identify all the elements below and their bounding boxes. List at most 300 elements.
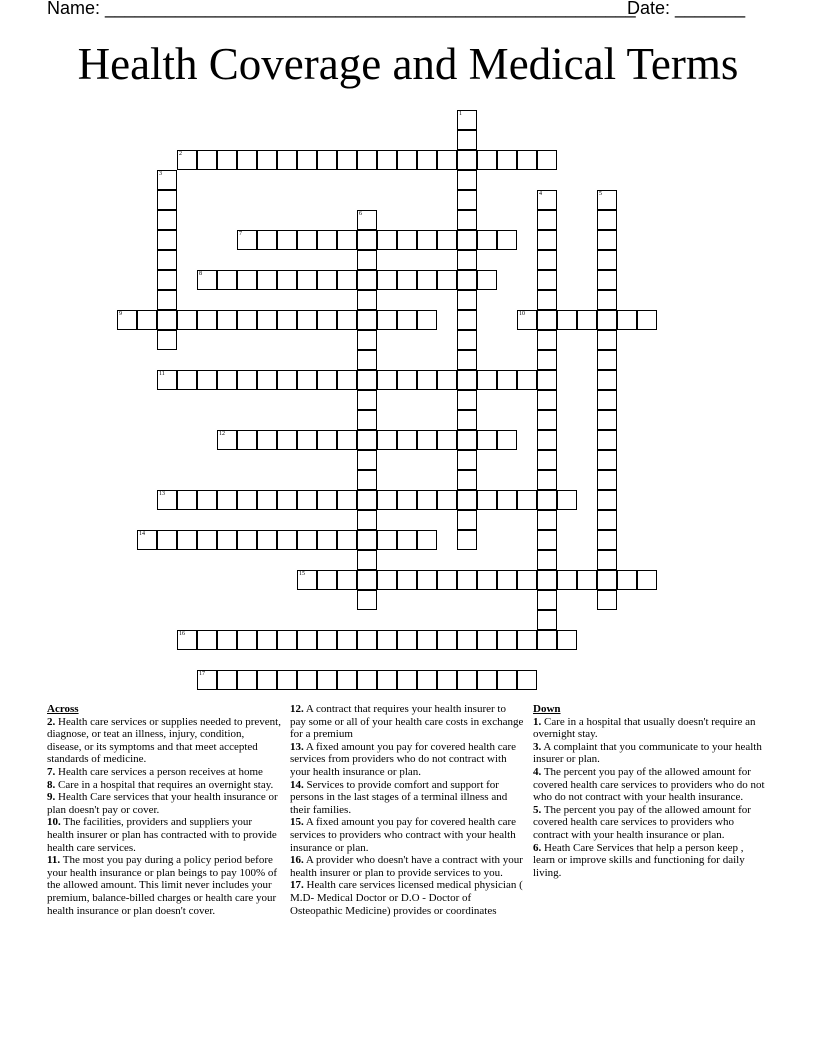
grid-cell[interactable] <box>417 530 437 550</box>
grid-cell[interactable] <box>357 570 377 590</box>
down-heading: Down <box>533 703 561 715</box>
grid-cell[interactable] <box>157 290 177 310</box>
grid-cell[interactable] <box>357 530 377 550</box>
grid-cell[interactable] <box>477 230 497 250</box>
grid-cell[interactable] <box>517 570 537 590</box>
grid-cell[interactable] <box>497 430 517 450</box>
grid-cell[interactable] <box>397 490 417 510</box>
grid-cell[interactable] <box>517 490 537 510</box>
grid-cell[interactable] <box>237 630 257 650</box>
clue-number-label: 7. <box>47 765 56 778</box>
grid-cell[interactable] <box>257 630 277 650</box>
grid-cell[interactable] <box>457 330 477 350</box>
grid-cell[interactable] <box>537 150 557 170</box>
grid-cell[interactable] <box>477 150 497 170</box>
grid-cell[interactable] <box>457 150 477 170</box>
clue-text: A provider who doesn't have a contract with your health insurer or plan to provide services to you. <box>290 854 523 879</box>
grid-cell[interactable] <box>597 550 617 570</box>
clue-item <box>47 791 281 816</box>
grid-cell[interactable] <box>597 350 617 370</box>
grid-cell[interactable] <box>517 310 537 330</box>
grid-cell[interactable] <box>157 230 177 250</box>
grid-cell[interactable] <box>457 490 477 510</box>
grid-cell[interactable] <box>337 570 357 590</box>
grid-cell[interactable] <box>597 270 617 290</box>
grid-cell[interactable] <box>597 430 617 450</box>
grid-cell[interactable] <box>297 630 317 650</box>
grid-cell[interactable] <box>377 570 397 590</box>
grid-cell[interactable] <box>317 490 337 510</box>
grid-cell[interactable] <box>237 270 257 290</box>
grid-cell[interactable] <box>537 510 557 530</box>
grid-cell[interactable] <box>437 230 457 250</box>
grid-cell[interactable] <box>457 110 477 130</box>
grid-cell[interactable] <box>417 670 437 690</box>
clue-text: Health care services licensed medical physician ( M.D- Medical Doctor or D.O - Doctor of Osteopathic Medicine) provides or coordinates <box>290 879 523 917</box>
grid-cell[interactable] <box>357 590 377 610</box>
grid-cell[interactable] <box>277 270 297 290</box>
grid-cell[interactable] <box>537 290 557 310</box>
grid-cell[interactable] <box>357 550 377 570</box>
grid-cell[interactable] <box>397 230 417 250</box>
grid-cell[interactable] <box>217 670 237 690</box>
grid-cell[interactable] <box>297 490 317 510</box>
grid-cell[interactable] <box>217 430 237 450</box>
grid-cell[interactable] <box>457 370 477 390</box>
grid-cell[interactable] <box>137 310 157 330</box>
grid-cell[interactable] <box>277 370 297 390</box>
grid-cell[interactable] <box>457 230 477 250</box>
grid-cell[interactable] <box>357 490 377 510</box>
grid-cell[interactable] <box>157 370 177 390</box>
grid-cell[interactable] <box>277 310 297 330</box>
grid-cell[interactable] <box>157 190 177 210</box>
grid-cell[interactable] <box>257 530 277 550</box>
grid-cell[interactable] <box>197 310 217 330</box>
grid-cell[interactable] <box>437 270 457 290</box>
grid-cell[interactable] <box>277 490 297 510</box>
grid-cell[interactable] <box>417 270 437 290</box>
grid-cell[interactable] <box>417 150 437 170</box>
grid-cell[interactable] <box>597 410 617 430</box>
clue-number: 12 <box>219 431 225 437</box>
grid-cell[interactable] <box>537 410 557 430</box>
grid-cell[interactable] <box>457 390 477 410</box>
grid-cell[interactable] <box>497 670 517 690</box>
grid-cell[interactable] <box>397 430 417 450</box>
grid-cell[interactable] <box>457 290 477 310</box>
grid-cell[interactable] <box>497 230 517 250</box>
grid-cell[interactable] <box>337 370 357 390</box>
clue-number-label: 8. <box>47 778 56 791</box>
grid-cell[interactable] <box>457 410 477 430</box>
grid-cell[interactable] <box>157 330 177 350</box>
grid-cell[interactable] <box>457 250 477 270</box>
grid-cell[interactable] <box>357 310 377 330</box>
grid-cell[interactable] <box>157 490 177 510</box>
grid-cell[interactable] <box>597 510 617 530</box>
grid-cell[interactable] <box>457 350 477 370</box>
grid-cell[interactable] <box>597 210 617 230</box>
grid-cell[interactable] <box>357 450 377 470</box>
grid-cell[interactable] <box>377 150 397 170</box>
grid-cell[interactable] <box>217 490 237 510</box>
grid-cell[interactable] <box>317 570 337 590</box>
grid-cell[interactable] <box>357 290 377 310</box>
grid-cell[interactable] <box>337 270 357 290</box>
grid-cell[interactable] <box>597 250 617 270</box>
grid-cell[interactable] <box>357 150 377 170</box>
clue-number: 16 <box>179 631 185 637</box>
grid-cell[interactable] <box>417 490 437 510</box>
grid-cell[interactable] <box>257 430 277 450</box>
clue-text: Health Care services that your health insurance or plan doesn't pay or cover. <box>47 791 278 816</box>
grid-cell[interactable] <box>417 310 437 330</box>
grid-cell[interactable] <box>537 310 557 330</box>
grid-cell[interactable] <box>597 390 617 410</box>
grid-cell[interactable] <box>357 510 377 530</box>
grid-cell[interactable] <box>237 490 257 510</box>
grid-cell[interactable] <box>357 390 377 410</box>
clue-number: 1 <box>459 111 462 117</box>
grid-cell[interactable] <box>337 670 357 690</box>
grid-cell[interactable] <box>357 630 377 650</box>
grid-cell[interactable] <box>337 230 357 250</box>
grid-cell[interactable] <box>597 310 617 330</box>
grid-cell[interactable] <box>497 150 517 170</box>
grid-cell[interactable] <box>317 430 337 450</box>
grid-cell[interactable] <box>537 610 557 630</box>
grid-cell[interactable] <box>357 370 377 390</box>
grid-cell[interactable] <box>457 630 477 650</box>
grid-cell[interactable] <box>537 630 557 650</box>
grid-cell[interactable] <box>437 630 457 650</box>
grid-cell[interactable] <box>457 190 477 210</box>
grid-cell[interactable] <box>297 230 317 250</box>
grid-cell[interactable] <box>497 490 517 510</box>
grid-cell[interactable] <box>337 490 357 510</box>
grid-cell[interactable] <box>597 230 617 250</box>
grid-cell[interactable] <box>537 230 557 250</box>
grid-cell[interactable] <box>637 570 657 590</box>
grid-cell[interactable] <box>317 150 337 170</box>
grid-cell[interactable] <box>257 230 277 250</box>
grid-cell[interactable] <box>197 670 217 690</box>
grid-cell[interactable] <box>297 310 317 330</box>
grid-cell[interactable] <box>177 370 197 390</box>
grid-cell[interactable] <box>497 370 517 390</box>
grid-cell[interactable] <box>237 230 257 250</box>
clue-number-label: 16. <box>290 854 304 867</box>
grid-cell[interactable] <box>257 150 277 170</box>
grid-cell[interactable] <box>417 370 437 390</box>
grid-cell[interactable] <box>417 430 437 450</box>
grid-cell[interactable] <box>217 370 237 390</box>
grid-cell[interactable] <box>457 170 477 190</box>
grid-cell[interactable] <box>357 210 377 230</box>
grid-cell[interactable] <box>537 250 557 270</box>
grid-cell[interactable] <box>197 530 217 550</box>
grid-cell[interactable] <box>357 350 377 370</box>
across-heading: Across <box>47 703 79 715</box>
grid-cell[interactable] <box>617 570 637 590</box>
clue-number-label: 4. <box>533 765 542 778</box>
grid-cell[interactable] <box>237 310 257 330</box>
grid-cell[interactable] <box>437 150 457 170</box>
grid-cell[interactable] <box>357 410 377 430</box>
clue-item <box>47 779 281 792</box>
grid-cell[interactable] <box>317 230 337 250</box>
grid-cell[interactable] <box>377 490 397 510</box>
grid-cell[interactable] <box>597 370 617 390</box>
grid-cell[interactable] <box>497 630 517 650</box>
grid-cell[interactable] <box>217 630 237 650</box>
grid-cell[interactable] <box>257 490 277 510</box>
grid-cell[interactable] <box>217 530 237 550</box>
grid-cell[interactable] <box>297 570 317 590</box>
grid-cell[interactable] <box>237 430 257 450</box>
grid-cell[interactable] <box>537 490 557 510</box>
grid-cell[interactable] <box>177 150 197 170</box>
grid-cell[interactable] <box>297 530 317 550</box>
grid-cell[interactable] <box>337 530 357 550</box>
grid-cell[interactable] <box>617 310 637 330</box>
clue-number-label: 14. <box>290 778 304 791</box>
grid-cell[interactable] <box>217 270 237 290</box>
clue-item <box>290 816 524 854</box>
grid-cell[interactable] <box>337 630 357 650</box>
grid-cell[interactable] <box>337 310 357 330</box>
grid-cell[interactable] <box>257 370 277 390</box>
grid-cell[interactable] <box>437 430 457 450</box>
clue-text: Health care services or supplies needed to prevent, diagnose, or teat an illness, injury, condition, disease, or its symptoms and that meet accepted standards of medicine. <box>47 715 281 766</box>
grid-cell[interactable] <box>397 310 417 330</box>
grid-cell[interactable] <box>197 630 217 650</box>
grid-cell[interactable] <box>437 490 457 510</box>
grid-cell[interactable] <box>377 630 397 650</box>
grid-cell[interactable] <box>257 270 277 290</box>
grid-cell[interactable] <box>277 230 297 250</box>
grid-cell[interactable] <box>317 530 337 550</box>
grid-cell[interactable] <box>157 310 177 330</box>
grid-cell[interactable] <box>457 570 477 590</box>
grid-cell[interactable] <box>537 190 557 210</box>
grid-cell[interactable] <box>597 530 617 550</box>
grid-cell[interactable] <box>357 230 377 250</box>
grid-cell[interactable] <box>597 590 617 610</box>
grid-cell[interactable] <box>157 270 177 290</box>
grid-cell[interactable] <box>317 630 337 650</box>
grid-cell[interactable] <box>477 270 497 290</box>
grid-cell[interactable] <box>537 270 557 290</box>
grid-cell[interactable] <box>217 310 237 330</box>
grid-cell[interactable] <box>357 470 377 490</box>
grid-cell[interactable] <box>597 330 617 350</box>
grid-cell[interactable] <box>377 370 397 390</box>
grid-cell[interactable] <box>457 310 477 330</box>
grid-cell[interactable] <box>457 270 477 290</box>
grid-cell[interactable] <box>477 430 497 450</box>
grid-cell[interactable] <box>137 530 157 550</box>
grid-cell[interactable] <box>297 270 317 290</box>
grid-cell[interactable] <box>277 670 297 690</box>
clue-item <box>290 854 524 879</box>
clue-text: The most you pay during a policy period before your health insurance or plan beings to pay 100% of the allowed amount. This limit never includes your premium, balance-billed charges or health care your health insurance or plan doesn't cover. <box>47 854 278 917</box>
grid-cell[interactable] <box>457 670 477 690</box>
grid-cell[interactable] <box>157 210 177 230</box>
grid-cell[interactable] <box>537 570 557 590</box>
grid-cell[interactable] <box>237 370 257 390</box>
date-line[interactable]: Date: _______ <box>627 0 746 18</box>
grid-cell[interactable] <box>157 250 177 270</box>
grid-cell[interactable] <box>377 230 397 250</box>
grid-cell[interactable] <box>197 270 217 290</box>
grid-cell[interactable] <box>277 430 297 450</box>
grid-cell[interactable] <box>577 310 597 330</box>
grid-cell[interactable] <box>337 150 357 170</box>
grid-cell[interactable] <box>297 430 317 450</box>
grid-cell[interactable] <box>157 530 177 550</box>
grid-cell[interactable] <box>237 150 257 170</box>
grid-cell[interactable] <box>377 670 397 690</box>
grid-cell[interactable] <box>437 670 457 690</box>
grid-cell[interactable] <box>417 230 437 250</box>
name-line[interactable]: Name: _____________________________________________________ <box>47 0 636 18</box>
grid-cell[interactable] <box>257 310 277 330</box>
grid-cell[interactable] <box>557 630 577 650</box>
grid-cell[interactable] <box>177 310 197 330</box>
grid-cell[interactable] <box>457 450 477 470</box>
grid-cell[interactable] <box>457 210 477 230</box>
grid-cell[interactable] <box>457 470 477 490</box>
grid-cell[interactable] <box>537 370 557 390</box>
grid-cell[interactable] <box>237 530 257 550</box>
grid-cell[interactable] <box>557 570 577 590</box>
grid-cell[interactable] <box>457 530 477 550</box>
grid-cell[interactable] <box>637 310 657 330</box>
grid-cell[interactable] <box>377 310 397 330</box>
grid-cell[interactable] <box>317 270 337 290</box>
grid-cell[interactable] <box>457 430 477 450</box>
grid-cell[interactable] <box>457 130 477 150</box>
grid-cell[interactable] <box>357 430 377 450</box>
clue-item <box>47 854 281 917</box>
grid-cell[interactable] <box>377 270 397 290</box>
grid-cell[interactable] <box>517 630 537 650</box>
grid-cell[interactable] <box>497 570 517 590</box>
grid-cell[interactable] <box>477 670 497 690</box>
clue-text: The percent you pay of the allowed amount for covered health care services to providers who do not who do not contract with your health insurance. <box>533 765 765 804</box>
grid-cell[interactable] <box>317 670 337 690</box>
page-title: Health Coverage and Medical Terms <box>77 39 739 89</box>
grid-cell[interactable] <box>277 150 297 170</box>
grid-cell[interactable] <box>177 530 197 550</box>
grid-cell[interactable] <box>237 670 257 690</box>
grid-cell[interactable] <box>277 530 297 550</box>
grid-cell[interactable] <box>337 430 357 450</box>
grid-cell[interactable] <box>217 150 237 170</box>
grid-cell[interactable] <box>537 430 557 450</box>
grid-cell[interactable] <box>177 490 197 510</box>
grid-cell[interactable] <box>357 250 377 270</box>
grid-cell[interactable] <box>477 630 497 650</box>
grid-cell[interactable] <box>297 370 317 390</box>
grid-cell[interactable] <box>577 570 597 590</box>
grid-cell[interactable] <box>537 590 557 610</box>
grid-cell[interactable] <box>277 630 297 650</box>
clue-number-label: 10. <box>47 816 61 829</box>
grid-cell[interactable] <box>317 370 337 390</box>
grid-cell[interactable] <box>517 370 537 390</box>
grid-cell[interactable] <box>397 270 417 290</box>
grid-cell[interactable] <box>177 630 197 650</box>
grid-cell[interactable] <box>437 370 457 390</box>
grid-cell[interactable] <box>397 670 417 690</box>
grid-cell[interactable] <box>597 190 617 210</box>
grid-cell[interactable] <box>417 570 437 590</box>
grid-cell[interactable] <box>537 390 557 410</box>
grid-cell[interactable] <box>357 270 377 290</box>
grid-cell[interactable] <box>537 350 557 370</box>
grid-cell[interactable] <box>297 670 317 690</box>
grid-cell[interactable] <box>357 330 377 350</box>
grid-cell[interactable] <box>557 310 577 330</box>
grid-cell[interactable] <box>597 450 617 470</box>
across-clues <box>47 703 281 917</box>
grid-cell[interactable] <box>257 670 277 690</box>
grid-cell[interactable] <box>397 150 417 170</box>
grid-cell[interactable] <box>397 530 417 550</box>
grid-cell[interactable] <box>517 670 537 690</box>
grid-cell[interactable] <box>197 370 217 390</box>
grid-cell[interactable] <box>197 150 217 170</box>
grid-cell[interactable] <box>317 310 337 330</box>
grid-cell[interactable] <box>457 510 477 530</box>
grid-cell[interactable] <box>557 490 577 510</box>
grid-cell[interactable] <box>397 630 417 650</box>
grid-cell[interactable] <box>537 210 557 230</box>
grid-cell[interactable] <box>477 570 497 590</box>
grid-cell[interactable] <box>537 330 557 350</box>
grid-cell[interactable] <box>597 570 617 590</box>
grid-cell[interactable] <box>157 170 177 190</box>
grid-cell[interactable] <box>397 570 417 590</box>
grid-cell[interactable] <box>597 470 617 490</box>
grid-cell[interactable] <box>537 530 557 550</box>
grid-cell[interactable] <box>477 490 497 510</box>
clue-item <box>533 716 767 741</box>
grid-cell[interactable] <box>117 310 137 330</box>
grid-cell[interactable] <box>377 530 397 550</box>
grid-cell[interactable] <box>437 570 457 590</box>
grid-cell[interactable] <box>597 490 617 510</box>
clue-number: 3 <box>159 171 162 177</box>
grid-cell[interactable] <box>357 670 377 690</box>
down-clues <box>533 703 767 879</box>
clue-number-label: 11. <box>47 854 61 867</box>
grid-cell[interactable] <box>537 450 557 470</box>
grid-cell[interactable] <box>377 430 397 450</box>
grid-cell[interactable] <box>417 630 437 650</box>
grid-cell[interactable] <box>597 290 617 310</box>
grid-cell[interactable] <box>477 370 497 390</box>
grid-cell[interactable] <box>297 150 317 170</box>
grid-cell[interactable] <box>197 490 217 510</box>
grid-cell[interactable] <box>537 470 557 490</box>
grid-cell[interactable] <box>537 550 557 570</box>
grid-cell[interactable] <box>397 370 417 390</box>
grid-cell[interactable] <box>517 150 537 170</box>
